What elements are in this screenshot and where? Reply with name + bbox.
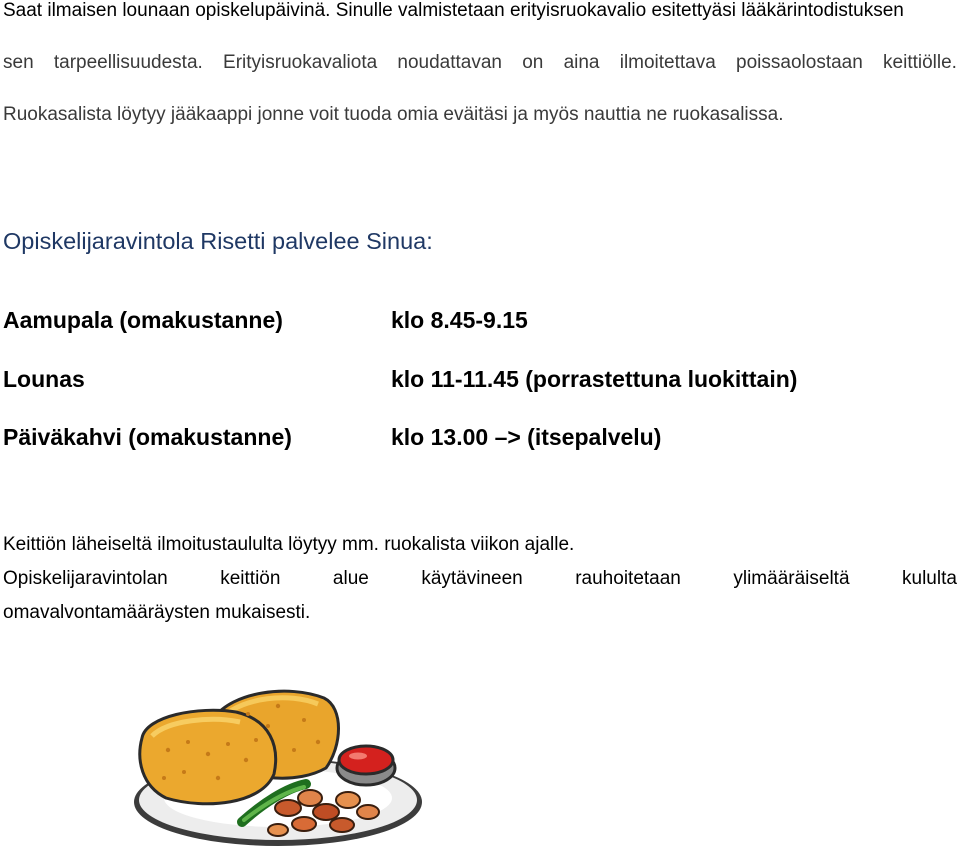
- schedule-time-breakfast: klo 8.45-9.15: [391, 307, 528, 333]
- intro-word: ilmoitettava: [619, 52, 716, 73]
- footer-word: keittiön: [220, 568, 281, 589]
- footer-word: Opiskelijaravintolan: [3, 568, 168, 589]
- intro-word: Erityisruokavaliota: [223, 52, 378, 73]
- intro-word: tarpeellisuudesta.: [53, 52, 203, 73]
- sauce-highlight: [349, 753, 367, 760]
- intro-word: noudattavan: [397, 52, 502, 73]
- intro-word: poissaolostaan: [736, 52, 863, 73]
- footer-line-2: [3, 567, 957, 591]
- footer-word: kululta: [902, 568, 957, 589]
- intro-word: sen: [3, 52, 34, 73]
- footer-line-1: Keittiön läheiseltä ilmoitustaululta löytyy mm. ruokalista viikon ajalle.: [3, 534, 575, 555]
- footer-word: alue: [332, 568, 369, 589]
- schedule-label-breakfast: Aamupala (omakustanne): [3, 307, 283, 333]
- intro-line-3: Ruokasalista löytyy jääkaappi jonne voit tuoda omia eväitäsi ja myös nauttia ne ruokasalissa.: [3, 104, 784, 125]
- footer-word: rauhoitetaan: [575, 568, 681, 589]
- flatbread-front: [140, 710, 276, 804]
- intro-line-1: Saat ilmaisen lounaan opiskelupäivinä. Sinulle valmistetaan erityisruokavalio esitettyäsi lääkärintodistuksen: [3, 0, 904, 21]
- footer-word: käytävineen: [421, 568, 523, 589]
- sauce: [339, 746, 393, 774]
- schedule-time-coffee: klo 13.00 –> (itsepalvelu): [391, 424, 662, 450]
- intro-word: aina: [563, 52, 600, 73]
- section-heading: Opiskelijaravintola Risetti palvelee Sinua:: [3, 228, 433, 254]
- intro-word: keittiölle.: [883, 52, 957, 73]
- schedule-label-lunch: Lounas: [3, 366, 85, 392]
- schedule-label-coffee: Päiväkahvi (omakustanne): [3, 424, 292, 450]
- food-plate-icon: [128, 680, 428, 854]
- schedule-time-lunch: klo 11-11.45 (porrastettuna luokittain): [391, 366, 798, 392]
- footer-word: ylimääräiseltä: [733, 568, 850, 589]
- intro-word: on: [522, 52, 544, 73]
- footer-line-3: omavalvontamääräysten mukaisesti.: [3, 602, 311, 623]
- intro-line-2: [3, 51, 957, 75]
